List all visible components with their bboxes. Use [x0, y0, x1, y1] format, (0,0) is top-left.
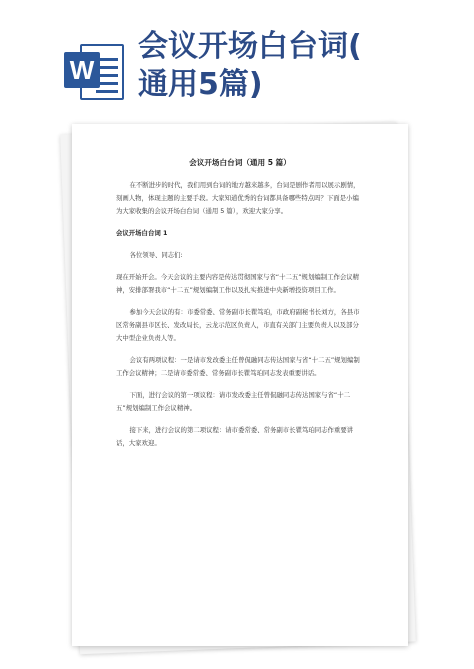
body-paragraph-5: 接下来，进行会议的第二项议程：请市委常委、常务副市长瞿笃珀同志作重要讲话，大家欢迎。 [116, 426, 354, 447]
page-title [138, 28, 468, 104]
section-title: 会议开场白台词 1 [116, 229, 168, 237]
page-title-line-1: 会议开场白台词( [138, 29, 362, 64]
document-title: 会议开场白台词（通用 5 篇） [189, 158, 291, 167]
body-paragraph-3: 会议有两项议程：一是请市发改委主任曾侃融同志传达国家与省“十二五”规划编制工作会议精神；二是请市委常委、常务副市长瞿笃珀同志发表重要讲话。 [116, 356, 360, 377]
document-page [72, 124, 408, 646]
body-paragraph-2: 参加今天会议的有：市委常委、常务副市长瞿笃珀，市政府副秘书长刘方，各县市区常务副县市区长、发改局长，云龙示范区负责人，市直有关部门主要负责人以及部分大中型企业负责人等。 [116, 308, 360, 342]
body-paragraph-1: 现在开始开会。今天会议的主要内容是传达贯彻国家与省“十二五”规划编制工作会议精神，安排部署我市“十二五”规划编制工作以及扎实推进中央新增投资项目工作。 [116, 273, 360, 294]
word-icon [64, 38, 126, 102]
icon-line [96, 90, 118, 93]
intro-paragraph: 在不断进步的时代，我们用到台词的地方越来越多，台词是剧作者用以展示剧情，刻画人物，体现主题的主要手段。大家知道优秀的台词都具备哪些特点吗？下面是小编为大家收集的会议开场白台词（通用 5 篇），欢迎大家分享。 [116, 181, 360, 215]
greeting-paragraph: 各位领导、同志们: [129, 251, 183, 259]
page-title-line-2: 通用5篇) [138, 67, 263, 102]
word-icon-letter: W [64, 52, 100, 88]
body-paragraph-4: 下面，进行会议的第一项议程：请市发改委主任曾侃融同志传达国家与省“十二五”规划编制工作会议精神。 [116, 391, 351, 412]
